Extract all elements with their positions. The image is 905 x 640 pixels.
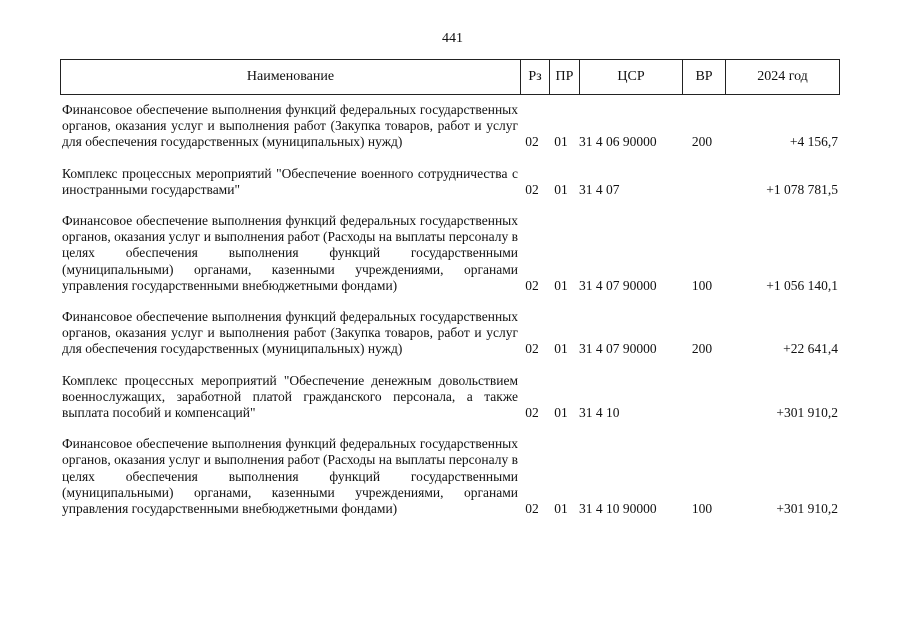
row-name: Финансовое обеспечение выполнения функций федеральных государственных органов, оказания услуг и выполнения работ (Расходы на выплаты персоналу в целях обеспечения выполнения функций государственными (муниципальными) органами, казенными учреждениями, органами управления государственными внебюджетными фондами) (62, 436, 518, 517)
header-rz: Рз (521, 60, 550, 94)
header-year: 2024 год (757, 69, 808, 84)
row-csr: 31 4 07 (579, 181, 620, 197)
row-vr: 200 (691, 341, 713, 357)
row-amount: +22 641,4 (783, 341, 838, 357)
row-name: Финансовое обеспечение выполнения функций федеральных государственных органов, оказания услуг и выполнения работ (Закупка товаров, работ и услуг для обеспечения государственных (муниципальных) нужд) (62, 309, 518, 357)
row-vr: 200 (691, 134, 713, 150)
row-name: Финансовое обеспечение выполнения функций федеральных государственных органов, оказания услуг и выполнения работ (Закупка товаров, работ и услуг для обеспечения государственных (муниципальных) нужд) (62, 102, 518, 150)
row-amount: +4 156,7 (789, 134, 838, 150)
header-vr: ВР (683, 60, 726, 94)
row-csr: 31 4 06 90000 (579, 134, 657, 150)
row-pr: 01 (554, 134, 568, 150)
row-rz: 02 (525, 405, 539, 421)
row-pr: 01 (554, 181, 568, 197)
row-rz: 02 (525, 277, 539, 293)
table-row (62, 436, 842, 517)
row-vr: 100 (691, 501, 713, 517)
row-rz: 02 (525, 341, 539, 357)
table-row (62, 102, 842, 151)
row-pr: 01 (554, 405, 568, 421)
row-pr: 01 (554, 341, 568, 357)
row-rz: 02 (525, 181, 539, 197)
row-csr: 31 4 10 (579, 405, 620, 421)
header-name: Наименование (61, 60, 521, 94)
row-rz: 02 (525, 501, 539, 517)
row-amount: +1 078 781,5 (766, 181, 838, 197)
row-amount: +1 056 140,1 (766, 277, 838, 293)
row-pr: 01 (554, 501, 568, 517)
row-name: Комплекс процессных мероприятий "Обеспечение денежным довольствием военнослужащих, заработной платой гражданского персонала, а также выплата пособий и компенсаций" (62, 372, 518, 421)
row-vr: 100 (691, 277, 713, 293)
row-amount: +301 910,2 (776, 405, 838, 421)
table-row (62, 166, 842, 198)
table-row (62, 373, 842, 422)
row-amount: +301 910,2 (776, 501, 838, 517)
table-row (62, 309, 842, 358)
row-csr: 31 4 10 90000 (579, 501, 657, 517)
page-number: 441 (442, 31, 463, 46)
table-header (60, 59, 840, 95)
row-name: Комплекс процессных мероприятий "Обеспечение военного сотрудничества с иностранными государствами" (62, 165, 518, 197)
table-row (62, 213, 842, 294)
row-csr: 31 4 07 90000 (579, 277, 657, 293)
header-csr: ЦСР (580, 60, 683, 94)
row-csr: 31 4 07 90000 (579, 341, 657, 357)
row-pr: 01 (554, 277, 568, 293)
row-rz: 02 (525, 134, 539, 150)
row-name: Финансовое обеспечение выполнения функций федеральных государственных органов, оказания услуг и выполнения работ (Расходы на выплаты персоналу в целях обеспечения выполнения функций государственными (муниципальными) органами, казенными учреждениями, органами управления государственными внебюджетными фондами) (62, 213, 518, 293)
header-pr: ПР (550, 60, 580, 94)
table-body (62, 102, 842, 517)
